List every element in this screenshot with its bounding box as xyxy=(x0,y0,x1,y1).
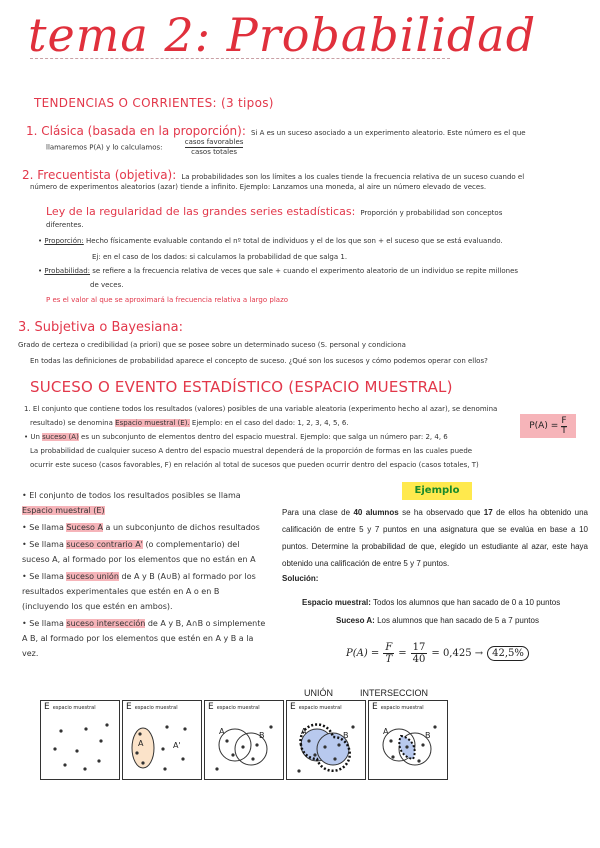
venn-suceso-contrario xyxy=(122,700,202,780)
formula-den: T xyxy=(561,425,567,436)
definition-item xyxy=(22,569,266,614)
venn3-shapes xyxy=(205,701,283,779)
venn3-B: B xyxy=(259,731,265,740)
venn2-esp: espacio muestral xyxy=(134,705,178,711)
formula-num: F xyxy=(561,415,567,426)
bullet-mark: • xyxy=(22,491,30,500)
venn1-E: E xyxy=(44,702,50,712)
suceso-p2d: ocurrir este suceso (casos favorables, F) en relación al total de sucesos que pueden ocurrir dentro del espacio (casos totales, T) xyxy=(30,461,479,469)
definition-pre: Se llama xyxy=(29,540,64,549)
suceso-heading: SUCESO O EVENTO ESTADÍSTICO (ESPACIO MUESTRAL) xyxy=(30,378,453,396)
eq-F: F xyxy=(385,642,393,653)
suceso-p1-row2 xyxy=(30,418,520,429)
union-label: UNIÓN xyxy=(304,688,333,698)
suceso-p2: • Un suceso (A) es un subconjunto de elementos dentro del espacio muestral. Ejemplo: que salga un número par: 2, 4, 6 xyxy=(24,433,448,441)
ejemplo-esp-text: Todos los alumnos que han sacado de 0 a 10 puntos xyxy=(373,598,561,607)
venn4-shapes xyxy=(287,701,365,779)
bullet-mark: • xyxy=(22,523,30,532)
definition-pre: El conjunto de todos los resultados posibles se llama xyxy=(29,491,241,500)
frecuentista-text2: número de experimentos aleatorios (azar) tiende a infinito. Ejemplo: Lanzamos una moneda, al aire un número elevado de veces. xyxy=(30,183,487,191)
proporcion-bullet: • Proporción: Hecho físicamente evaluable contando el nº total de individuos y el de los que son + el suceso que se está evaluando. xyxy=(38,237,503,245)
definition-item xyxy=(22,537,266,567)
definition-highlight: Suceso A xyxy=(66,523,103,532)
eq-17: 17 xyxy=(412,642,426,653)
venn-espacio-muestral xyxy=(40,700,120,780)
suceso-p2c: La probabilidad de cualquier suceso A dentro del espacio muestral dependerá de la proporción de formas en las cuales puede xyxy=(30,447,473,455)
espacio-muestral-highlight: Espacio muestral (E). xyxy=(115,419,190,427)
suceso-p1 xyxy=(24,404,592,415)
ejemplo-esp-label: Espacio muestral: xyxy=(302,598,371,607)
definition-pre: Se llama xyxy=(29,523,64,532)
venn4-esp: espacio muestral xyxy=(298,705,342,711)
venn1-esp: espacio muestral xyxy=(52,705,96,711)
eq-result: 42,5% xyxy=(487,646,529,661)
ejemplo-bold2: 17 xyxy=(483,508,493,517)
ley-row xyxy=(46,200,591,219)
venn4-A: A xyxy=(301,727,307,736)
probabilidad-label: Probabilidad: xyxy=(44,267,91,275)
definition-pre: Se llama xyxy=(29,572,64,581)
bullet-mark: • xyxy=(22,619,30,628)
bullet-mark: • xyxy=(22,540,30,549)
probabilidad-text: se refiere a la frecuencia relativa de veces que sale + cuando el experimento aleatorio de un individuo se repite millones xyxy=(92,267,519,275)
eq-T: T xyxy=(385,654,393,665)
venn4-B: B xyxy=(343,731,349,740)
ley-text: Proporción y probabilidad son conceptos xyxy=(360,209,503,217)
definition-highlight: suceso intersección xyxy=(66,619,146,628)
definition-post: de A y B, A∩B o simplemente A B, al formado por los elementos que estén en A y B a la vez. xyxy=(22,619,266,658)
venn2-shapes xyxy=(123,701,201,779)
tendencias-heading: TENDENCIAS O CORRIENTES: (3 tipos) xyxy=(34,96,274,110)
ejemplo-espacio xyxy=(302,598,560,607)
venn3-E: E xyxy=(208,702,214,712)
venn2-A: A xyxy=(138,739,144,748)
subjetiva-label: 3. Subjetiva o Bayesiana: xyxy=(18,320,183,335)
suceso-p1c: Ejemplo: en el caso del dado: 1, 2, 3, 4, 5, 6. xyxy=(191,419,349,427)
frecuentista-text1: La probabilidades son los límites a los cuales tiende la frecuencia relativa de un suceso cuando el xyxy=(181,173,525,181)
ejemplo-text-b: se ha observado que xyxy=(398,508,484,517)
formula-box xyxy=(520,414,576,438)
venn-union xyxy=(286,700,366,780)
venn-dos-sucesos xyxy=(204,700,284,780)
ley-text2: diferentes. xyxy=(46,221,84,229)
clasica-fraction xyxy=(185,138,244,157)
venn5-B: B xyxy=(425,731,431,740)
ejemplo-bold1: 40 alumnos xyxy=(353,508,399,517)
venn2-E: E xyxy=(126,702,132,712)
ejemplo-equation xyxy=(346,642,529,665)
definition-post: (o complementario) del suceso A, al formado por los elementos que no están en A xyxy=(22,540,256,564)
suceso-p1b: resultado) se denomina xyxy=(30,419,113,427)
probabilidad-bullet: • Probabilidad: se refiere a la frecuencia relativa de veces que sale + cuando el experimento aleatorio de un individuo se repite millones xyxy=(38,267,519,275)
definition-pre: Se llama xyxy=(29,619,64,628)
clasica-label: 1. Clásica (basada en la proporción): xyxy=(26,124,246,138)
clasica-frac-den: casos totales xyxy=(191,148,238,156)
eq-equals: = xyxy=(398,648,407,659)
definition-post: a un subconjunto de dichos resultados xyxy=(105,523,260,532)
clasica-section xyxy=(26,120,586,139)
proporcion-label: Proporción: xyxy=(44,237,84,245)
eq-frac2 xyxy=(411,642,428,665)
venn5-esp: espacio muestral xyxy=(380,705,424,711)
formula-fraction xyxy=(561,417,567,436)
frecuentista-section xyxy=(22,164,588,183)
definition-item xyxy=(22,616,266,661)
eq-left: P(A) = xyxy=(346,648,380,659)
ejemplo-suc-label: Suceso A: xyxy=(336,616,375,625)
ejemplo-title: Ejemplo xyxy=(402,482,472,500)
definition-highlight: Espacio muestral (E) xyxy=(22,506,105,515)
subjetiva-text2: En todas las definiciones de probabilidad aparece el concepto de suceso. ¿Qué son los sucesos y cómo podemos operar con ellos? xyxy=(30,357,488,365)
definition-highlight: suceso contrario A' xyxy=(66,540,143,549)
venn5-shapes xyxy=(369,701,447,779)
ejemplo-text-c: de ellos ha obtenido una calificación de entre 5 y 7 puntos en una asignatura que se evalúa en base a 10 puntos. Determine la probabilidad de que, elegido un estudiante al azar, este haya obtenido una calificación de entre 5 y 7 puntos. xyxy=(282,508,589,568)
frecuentista-label: 2. Frecuentista (objetiva): xyxy=(22,168,177,182)
ejemplo-suceso xyxy=(336,616,539,625)
eq-40: 40 xyxy=(412,654,426,665)
ejemplo-text-a: Para una clase de xyxy=(282,508,354,517)
eq-decimal: = 0,425 → xyxy=(431,648,484,659)
venn4-E: E xyxy=(290,702,296,712)
venn3-A: A xyxy=(219,727,225,736)
venn5-E: E xyxy=(372,702,378,712)
formula-left: P(A) = xyxy=(529,421,559,431)
clasica-frac-num: casos favorables xyxy=(184,138,244,146)
venn1-dots xyxy=(41,701,119,779)
proporcion-text2: Ej: en el caso de los dados: si calculamos la probabilidad de que salga 1. xyxy=(92,253,348,261)
definitions-list xyxy=(22,488,266,663)
definition-post: de A y B (A∪B) al formado por los resultados experimentales que estén en A o en B (incluyendo los que estén en ambos). xyxy=(22,572,256,611)
subjetiva-text1: Grado de certeza o credibilidad (a priori) que se posee sobre un determinado suceso (S. personal y condiciona xyxy=(18,341,406,349)
venn5-A: A xyxy=(383,727,389,736)
ley-title: Ley de la regularidad de las grandes series estadísticas: xyxy=(46,205,356,218)
definition-item xyxy=(22,520,266,535)
suceso-p2b: es un subconjunto de elementos dentro del espacio muestral. Ejemplo: que salga un número par: 2, 4, 6 xyxy=(81,433,448,441)
venn-interseccion xyxy=(368,700,448,780)
suceso-a-highlight: suceso (A) xyxy=(42,433,79,441)
venn3-esp: espacio muestral xyxy=(216,705,260,711)
bullet-mark: • xyxy=(22,572,30,581)
page-title: tema 2: Probabilidad xyxy=(28,8,537,62)
clasica-text1: Si A es un suceso asociado a un experimento aleatorio. Este número es el que xyxy=(250,129,526,137)
clasica-text2-row xyxy=(46,138,466,157)
eq-frac1 xyxy=(383,642,394,665)
suceso-p1a: 1. El conjunto que contiene todos los resultados (valores) posibles de una variable aleatoria (experimento hecho al azar), se denomina xyxy=(24,405,498,413)
clasica-text2: llamaremos P(A) y lo calculamos: xyxy=(46,143,163,152)
ejemplo-text xyxy=(282,504,588,572)
ejemplo-suc-text: Los alumnos que han sacado de 5 a 7 puntos xyxy=(377,616,539,625)
interseccion-label: INTERSECCION xyxy=(360,688,429,698)
ejemplo-solucion: Solución: xyxy=(282,574,319,583)
definition-item xyxy=(22,488,266,518)
probabilidad-text2: de veces. xyxy=(90,281,124,289)
title-underline xyxy=(30,58,450,59)
definition-highlight: suceso unión xyxy=(66,572,119,581)
suceso-p2a: Un xyxy=(30,433,40,441)
venn2-A-prime: A' xyxy=(173,741,181,750)
frecuentista-note: P es el valor al que se aproximará la frecuencia relativa a largo plazo xyxy=(46,296,289,304)
proporcion-text: Hecho físicamente evaluable contando el nº total de individuos y el de los que son + el suceso que se está evaluando. xyxy=(86,237,503,245)
